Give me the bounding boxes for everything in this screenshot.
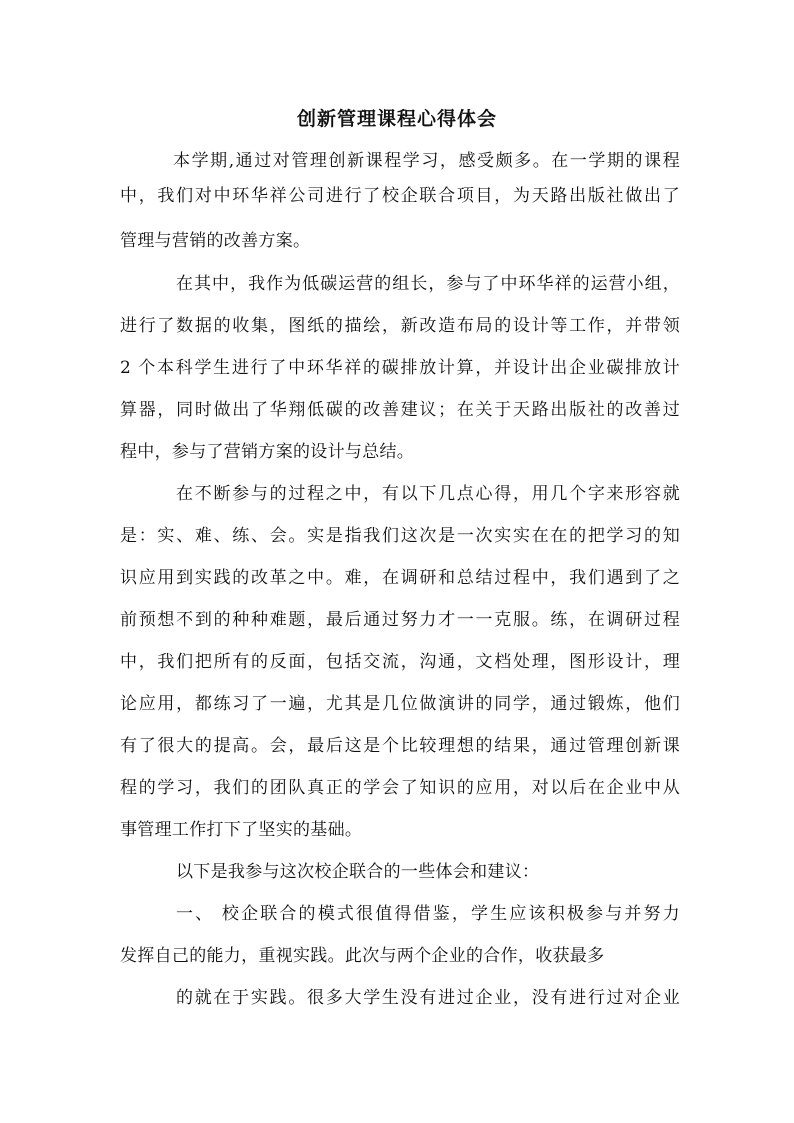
paragraph-line: 管理与营销的改善方案。: [120, 231, 311, 251]
paragraph-line: 是：实、难、练、会。实是指我们这次是一次实实在在的把学习的知: [120, 526, 680, 546]
paragraph-line: 在其中，我作为低碳运营的组长，参与了中环华祥的运营小组，: [176, 274, 680, 294]
paragraph-line: 事管理工作打下了坚实的基础。: [120, 820, 363, 840]
paragraph-line: 的就在于实践。很多大学生没有进过企业，没有进行过对企业: [176, 988, 680, 1008]
paragraph-line: 程的学习，我们的团队真正的学会了知识的应用，对以后在企业中从: [120, 778, 680, 798]
paragraph-line: 在不断参与的过程之中，有以下几点心得，用几个字来形容就: [176, 484, 680, 504]
paragraph-line: 前预想不到的种种难题，最后通过努力才一一克服。练，在调研过程: [120, 610, 680, 630]
paragraph-line: 2 个本科学生进行了中环华祥的碳排放计算，并设计出企业碳排放计: [120, 358, 680, 378]
paragraph-line: 发挥自己的能力，重视实践。此次与两个企业的合作，收获最多: [120, 946, 605, 966]
paragraph-line: 以下是我参与这次校企联合的一些体会和建议：: [176, 862, 540, 882]
paragraph-line: 中，我们对中环华祥公司进行了校企联合项目，为天路出版社做出了: [120, 186, 680, 206]
paragraph-line: 识应用到实践的改革之中。难，在调研和总结过程中，我们遇到了之: [120, 568, 680, 588]
paragraph-line: 算器，同时做出了华翔低碳的改善建议；在关于天路出版社的改善过: [120, 400, 680, 420]
paragraph-line: 程中，参与了营销方案的设计与总结。: [120, 442, 415, 462]
document-title: 创新管理课程心得体会: [296, 108, 497, 130]
paragraph-line: 本学期,通过对管理创新课程学习，感受颇多。在一学期的课程: [173, 151, 680, 171]
paragraph-line: 进行了数据的收集，图纸的描绘，新改造布局的设计等工作，并带领: [120, 316, 680, 336]
list-item-line: 一、 校企联合的模式很值得借鉴，学生应该积极参与并努力: [176, 904, 680, 924]
paragraph-line: 有了很大的提高。会，最后这是个比较理想的结果，通过管理创新课: [120, 736, 680, 756]
paragraph-line: 论应用，都练习了一遍，尤其是几位做演讲的同学，通过锻炼，他们: [120, 694, 680, 714]
paragraph-line: 中，我们把所有的反面，包括交流，沟通，文档处理，图形设计，理: [120, 652, 680, 672]
